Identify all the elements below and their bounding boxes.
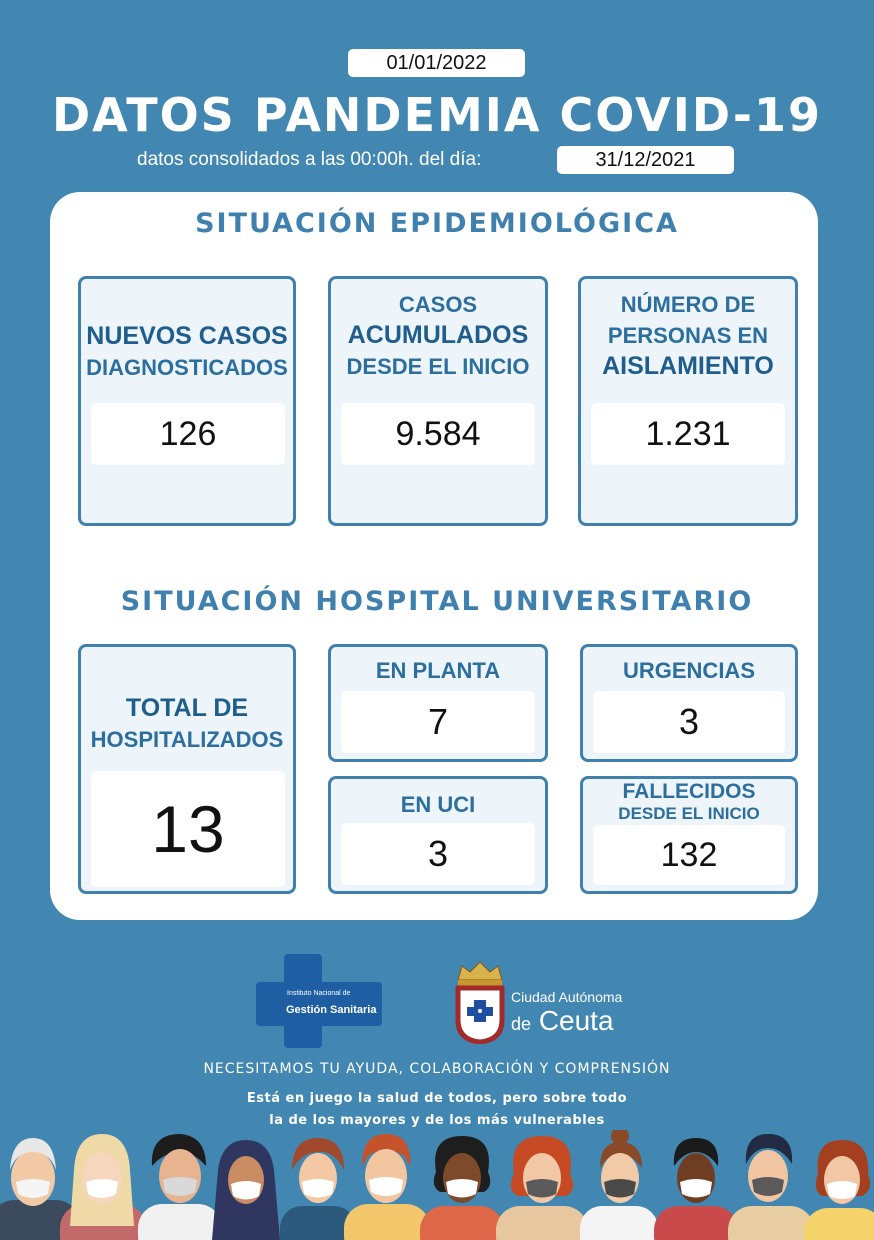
person-2 (60, 1134, 146, 1240)
ward-card (328, 644, 548, 762)
ingesa-line-1: Instituto Nacional de (287, 990, 351, 997)
ward-value: 7 (341, 691, 535, 753)
person-10 (654, 1138, 738, 1240)
cumulative-label-1: CASOS (398, 292, 478, 317)
hospital-section-title: SITUACIÓN HOSPITAL UNIVERSITARIO (120, 586, 754, 617)
health-message (0, 1088, 874, 1132)
new-cases-value: 126 (91, 403, 285, 465)
masked-people-illustration (0, 1130, 874, 1240)
deceased-label-1: FALLECIDOS (622, 780, 756, 803)
subtitle: datos consolidados a las 00:00h. del día: (137, 149, 482, 170)
isolation-card (578, 276, 798, 526)
emergency-card (580, 644, 798, 762)
person-6 (344, 1134, 430, 1240)
emergency-label: URGENCIAS (622, 658, 755, 683)
new-cases-label-2: DIAGNOSTICADOS (86, 355, 288, 380)
ceuta-line-2: Ceuta (538, 1005, 614, 1036)
cumulative-value: 9.584 (341, 403, 535, 465)
emergency-value: 3 (593, 691, 785, 753)
total-hospitalized-value: 13 (91, 771, 285, 887)
isolation-label-1: NÚMERO DE (620, 292, 756, 317)
ceuta-coat-of-arms-icon (452, 960, 508, 1044)
cumulative-label-2: ACUMULADOS (347, 321, 529, 349)
person-4 (212, 1140, 280, 1240)
ingesa-line-2: Gestión Sanitaria (286, 1004, 377, 1016)
logos-row (0, 950, 874, 1050)
help-message: NECESITAMOS TU AYUDA, COLABORACIÓN Y COMPRENSIÓN (203, 1061, 671, 1077)
isolation-value: 1.231 (591, 403, 785, 465)
isolation-label-2: PERSONAS EN (607, 323, 769, 348)
ward-label: EN PLANTA (375, 658, 501, 683)
icu-value: 3 (341, 823, 535, 885)
total-hospitalized-label-1: TOTAL DE (125, 694, 249, 722)
person-12 (804, 1140, 874, 1240)
icu-card (328, 776, 548, 894)
report-date: 01/01/2022 (348, 49, 525, 77)
ceuta-de: de (511, 1014, 532, 1034)
total-hospitalized-label-2: HOSPITALIZADOS (90, 727, 284, 752)
person-9 (580, 1130, 658, 1240)
epidemiological-section-title: SITUACIÓN EPIDEMIOLÓGICA (195, 208, 679, 239)
new-cases-label-1: NUEVOS CASOS (86, 322, 288, 350)
icu-label: EN UCI (400, 792, 476, 817)
deceased-card (580, 776, 798, 894)
person-8 (496, 1136, 588, 1240)
total-hospitalized-card (78, 644, 296, 894)
data-date: 31/12/2021 (557, 146, 734, 174)
cumulative-cases-card (328, 276, 548, 526)
page-title: DATOS PANDEMIA COVID-19 (51, 88, 823, 142)
health-message-line-2: la de los mayores y de los más vulnerables (269, 1113, 605, 1128)
isolation-label-3: AISLAMIENTO (602, 352, 774, 380)
deceased-value: 132 (593, 825, 785, 885)
ingesa-logo (256, 954, 382, 1048)
person-11 (728, 1134, 814, 1240)
health-message-line-1: Está en juego la salud de todos, pero sobre todo (246, 1091, 628, 1106)
deceased-label-2: DESDE EL INICIO (618, 804, 760, 823)
new-cases-card (78, 276, 296, 526)
ceuta-line-1: Ciudad Autónoma (511, 989, 623, 1005)
person-7 (420, 1136, 504, 1240)
cumulative-label-3: DESDE EL INICIO (346, 354, 530, 379)
person-3 (138, 1134, 222, 1240)
